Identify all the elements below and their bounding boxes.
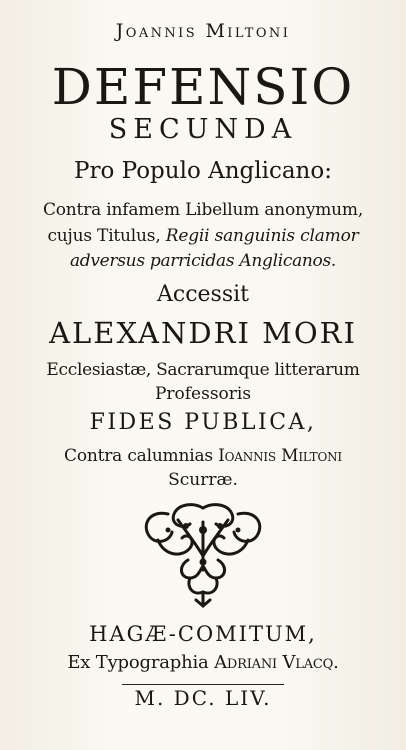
book-subtitle: SECUNDA <box>108 114 298 145</box>
calumnias-line <box>0 446 406 466</box>
titulus-line <box>0 226 406 246</box>
place-of-publication: HAGÆ-COMITUM, <box>89 622 317 646</box>
calumnias-text: Contra calumnias <box>64 446 213 466</box>
printer-name-text: Adriani Vlacq. <box>214 652 339 673</box>
pro-populo-line: Pro Populo Anglicano: <box>74 158 332 184</box>
ecclesiastae-line: Ecclesiastæ, Sacrarumque litterarum <box>46 360 360 380</box>
accessit-line: Accessit <box>156 282 249 307</box>
publication-date: M. DC. LIV. <box>134 686 272 710</box>
regii-sanguinis-text: Regii sanguinis clamor <box>165 226 359 246</box>
miltoni-name-text: Ioannis Miltoni <box>218 446 342 466</box>
parricidas-line: adversus parricidas Anglicanos. <box>69 251 337 271</box>
titulus-text: cujus Titulus, <box>47 226 161 246</box>
fleuron-ornament-icon <box>138 500 268 610</box>
professoris-line: Professoris <box>154 384 252 404</box>
book-title: DEFENSIO <box>51 58 355 116</box>
printer-line <box>0 652 406 673</box>
imprint-rule <box>122 684 284 685</box>
scurrae-line: Scurræ. <box>168 470 238 490</box>
typographia-text: Ex Typographia <box>67 652 209 673</box>
author-line: Joannis Miltoni <box>115 20 291 42</box>
alexandri-mori-line: ALEXANDRI MORI <box>49 316 357 350</box>
fides-publica-line: FIDES PUBLICA, <box>89 410 317 435</box>
contra-libellum-line: Contra infamem Libellum anonymum, <box>42 200 364 220</box>
